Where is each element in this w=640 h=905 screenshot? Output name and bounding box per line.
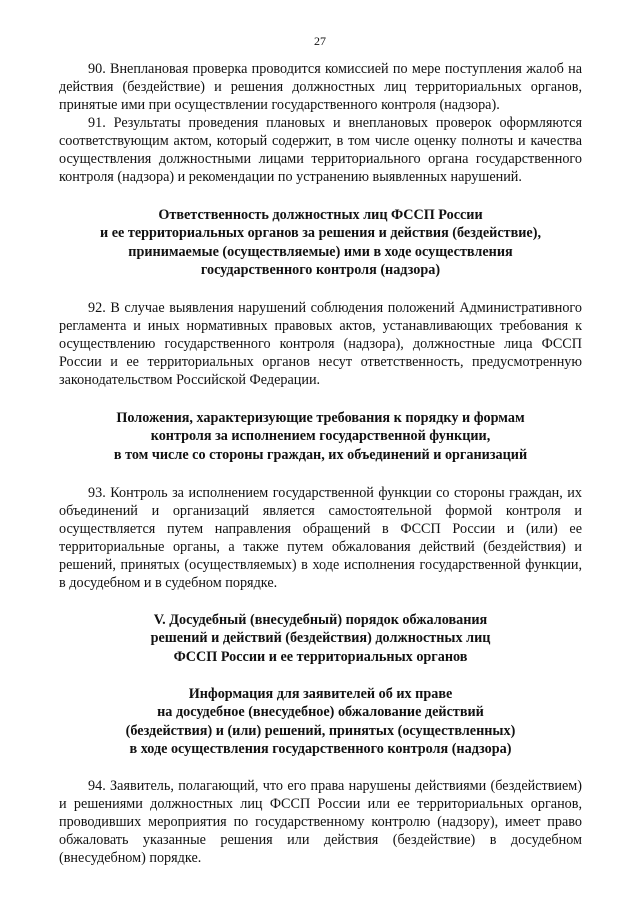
heading-line: в ходе осуществления государственного контроля (надзора) [129,740,512,757]
page-content [59,60,582,867]
heading-line: решений и действий (бездействия) должностных лиц [150,630,491,647]
heading-line: ФССП России и ее территориальных органов [173,648,468,665]
heading-line: государственного контроля (надзора) [200,261,441,278]
heading-line: (бездействия) и (или) решений, принятых (осуществленных) [125,722,516,739]
heading-line: Положения, характеризующие требования к порядку и формам [116,410,525,427]
heading-line: Информация для заявителей об их праве [188,685,453,702]
page-number: 27 [314,34,326,48]
paragraph-93: 93. Контроль за исполнением государственной функции со стороны граждан, их объединений и организаций является самостоятельной формой контроля и осуществляется путем направления обращений в ФССП России и (или) ее территориальные органы, а также путем обжалования действий (бездействия) и решений, принятых (осуществляемых) в ходе исполнения государственной функции, в досудебном и в судебном порядке. [59,485,582,592]
paragraph-94: 94. Заявитель, полагающий, что его права нарушены действиями (бездействием) и решениями должностных лиц ФССП России или ее территориальных органов, проводивших мероприятия по государственному контролю (надзору), имеет право обжаловать указанные решения или действия (бездействие) в досудебном (внесудебном) порядке. [59,778,582,867]
heading-line: V. Досудебный (внесудебный) порядок обжалования [153,612,488,629]
heading-line: контроля за исполнением государственной функции, [150,428,491,445]
heading-line: принимаемые (осуществляемые) ими в ходе осуществления [128,243,513,260]
heading-control-provisions [59,409,582,464]
heading-applicant-info [59,685,582,758]
paragraph-92: 92. В случае выявления нарушений соблюдения положений Административного регламента и иных нормативных правовых актов, устанавливающих требования к осуществлению государственного контроля (надзора), должностные лица ФССП России и ее территориальных органов несут ответственность, предусмотренную законодательством Российской Федерации. [59,300,582,389]
heading-responsibility [59,206,582,279]
heading-line: и ее территориальных органов за решения и действия (бездействие), [99,225,541,242]
paragraph-90: 90. Внеплановая проверка проводится комиссией по мере поступления жалоб на действия (бездействие) и решения должностных лиц территориальных органов, принятые ими при осуществлении государственного контроля (надзора). [59,61,582,113]
heading-section-v [59,611,582,666]
paragraph-91: 91. Результаты проведения плановых и внеплановых проверок оформляются соответствующим актом, который содержит, в том числе оценку полноты и качества осуществления должностными лицами территориального органа государственного контроля (надзора) и рекомендации по устранению выявленных нарушений. [59,115,582,185]
heading-line: на досудебное (внесудебное) обжалование действий [157,704,484,721]
heading-line: в том числе со стороны граждан, их объединений и организаций [113,446,528,463]
heading-line: Ответственность должностных лиц ФССП России [158,207,483,223]
